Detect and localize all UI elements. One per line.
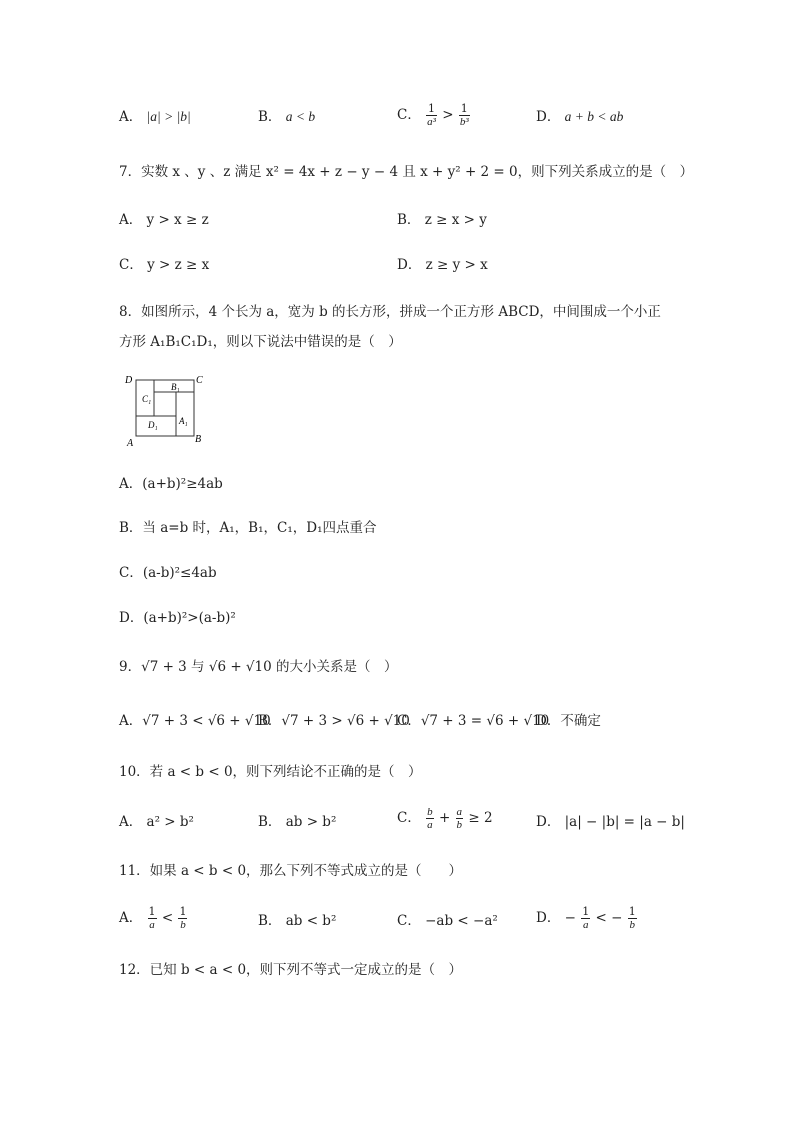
label-a1: A₁	[179, 416, 188, 426]
numerator: 1	[148, 905, 156, 918]
q11-option-b: B． ab < b²	[258, 913, 337, 929]
q9-option-b: B．√7 + 3 > √6 + √10	[258, 713, 410, 729]
fraction	[628, 906, 637, 931]
option-label: C．	[397, 810, 421, 826]
denominator: a³	[427, 116, 436, 128]
q9-option-d: D．不确定	[536, 713, 601, 729]
denominator: b	[180, 919, 186, 931]
option-label: B．	[258, 109, 282, 125]
option-expression: |a| > |b|	[146, 109, 191, 124]
option-tail: ≥ 2	[468, 810, 493, 826]
q6-option-b	[258, 107, 315, 127]
operator: +	[438, 810, 451, 826]
q7-option-d: D． z ≥ y > x	[397, 257, 488, 273]
option-expression: a + b < ab	[564, 109, 624, 124]
q7-stem: 7．实数 x 、y 、z 满足 x² = 4x + z − y − 4 且 x + y² + 2 = 0，则下列关系成立的是（ ）	[119, 164, 694, 180]
q11-option-d	[536, 906, 638, 931]
label-c1: C₁	[142, 394, 152, 404]
q8-stem-line1: 8．如图所示，4 个长为 a，宽为 b 的长方形，拼成一个正方形 ABCD，中间围成一个小正	[119, 304, 661, 320]
q10-option-b: B． ab > b²	[258, 814, 337, 830]
q11-option-a	[119, 906, 188, 931]
fraction	[426, 806, 434, 831]
option-expression: a < b	[285, 109, 316, 124]
q6-option-a	[119, 107, 191, 127]
fraction	[456, 806, 464, 831]
q6-option-d	[536, 107, 623, 127]
fraction	[148, 906, 157, 931]
numerator: 1	[628, 905, 636, 918]
operator: < −	[595, 910, 623, 926]
q12-stem: 12．已知 b < a < 0，则下列不等式一定成立的是（ ）	[119, 962, 463, 978]
operator: −	[564, 910, 576, 926]
denominator: b³	[459, 116, 469, 128]
denominator: b	[629, 919, 635, 931]
q9-option-c: C．√7 + 3 = √6 + √10	[397, 713, 550, 729]
option-label: D．	[536, 109, 561, 125]
denominator: a	[427, 819, 433, 831]
option-label: A．	[119, 910, 143, 926]
numerator: a	[456, 806, 463, 818]
q9-stem: 9．√7 + 3 与 √6 + √10 的大小关系是（ ）	[119, 659, 398, 675]
q8-option-c: C．(a-b)²≤4ab	[119, 565, 217, 581]
vertex-label-b: B	[195, 434, 202, 445]
q7-option-a: A． y > x ≥ z	[119, 212, 209, 228]
q11-stem: 11．如果 a < b < 0，那么下列不等式成立的是（ ）	[119, 863, 463, 879]
option-label: D．	[536, 910, 561, 926]
numerator: b	[427, 806, 433, 818]
label-d1: D₁	[148, 420, 158, 430]
q9-option-a: A．√7 + 3 < √6 + √10	[119, 713, 271, 729]
q10-option-a: A． a² > b²	[119, 814, 194, 830]
operator: <	[161, 910, 174, 926]
vertex-label-c: C	[196, 375, 203, 386]
q8-option-a: A．(a+b)²≥4ab	[119, 476, 223, 492]
q8-option-b: B．当 a=b 时，A₁，B₁，C₁，D₁四点重合	[119, 520, 377, 536]
q10-option-d: D． |a| − |b| = |a − b|	[536, 814, 685, 830]
numerator: 1	[460, 102, 468, 115]
q7-option-b: B． z ≥ x > y	[397, 212, 487, 228]
fraction	[459, 103, 470, 128]
denominator: b	[456, 819, 463, 831]
option-label: C．	[397, 107, 421, 123]
operator: >	[442, 107, 454, 123]
q6-option-c	[397, 103, 471, 128]
square-figure	[124, 372, 214, 448]
q10-option-c	[397, 806, 493, 831]
outer-square	[136, 380, 194, 436]
q11-option-c: C． −ab < −a²	[397, 913, 498, 929]
fraction	[178, 906, 187, 931]
q7-option-c: C． y > z ≥ x	[119, 257, 210, 273]
vertex-label-d: D	[125, 375, 133, 386]
denominator: a	[582, 919, 589, 931]
label-b1: B₁	[171, 382, 180, 392]
vertex-label-a: A	[127, 438, 134, 448]
fraction	[426, 103, 437, 128]
denominator: a	[149, 919, 155, 931]
numerator: 1	[179, 905, 187, 918]
numerator: 1	[582, 905, 590, 918]
fraction	[581, 906, 590, 931]
q10-stem: 10．若 a < b < 0，则下列结论不正确的是（ ）	[119, 764, 422, 780]
q8-stem-line2: 方形 A₁B₁C₁D₁，则以下说法中错误的是（ ）	[119, 334, 402, 350]
q8-option-d: D．(a+b)²>(a-b)²	[119, 610, 236, 626]
option-label: A．	[119, 109, 143, 125]
numerator: 1	[428, 102, 436, 115]
